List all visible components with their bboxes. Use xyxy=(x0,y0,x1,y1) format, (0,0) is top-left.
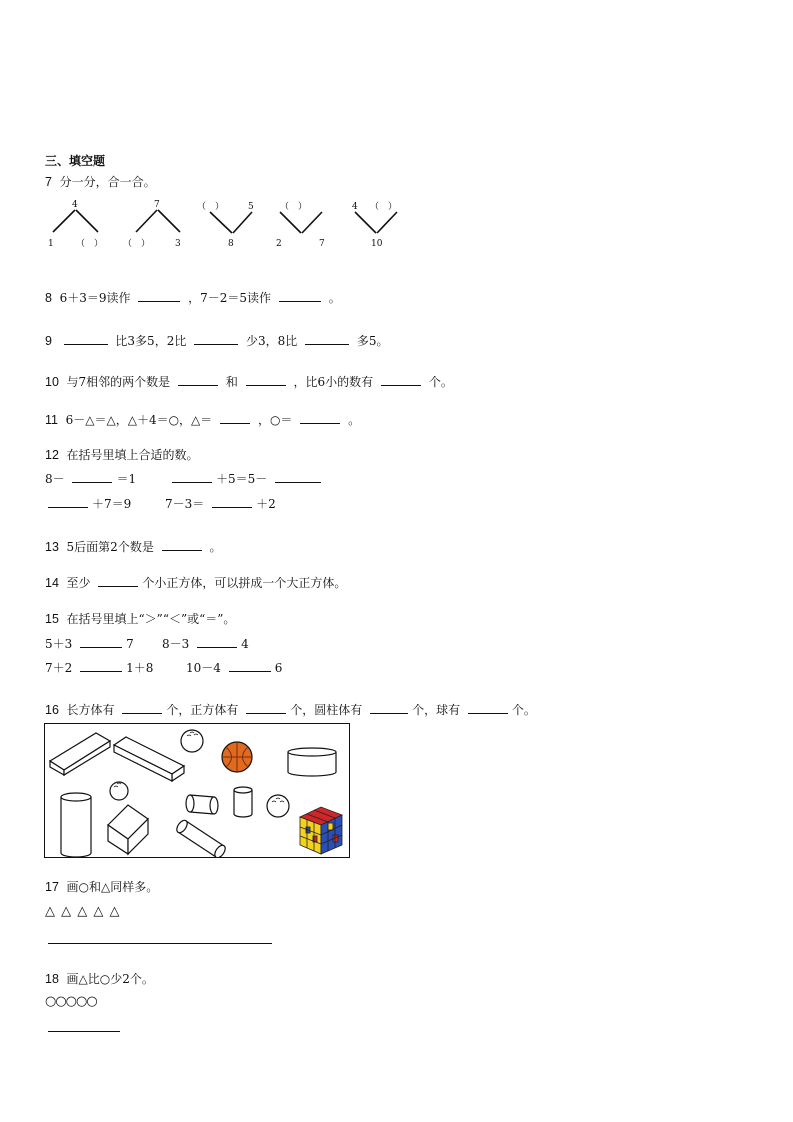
answer-blank[interactable] xyxy=(80,635,122,648)
answer-blank[interactable] xyxy=(162,538,202,551)
question-text: 个，球有 xyxy=(412,703,461,717)
q12-row-2 xyxy=(44,495,131,512)
question-11 xyxy=(45,411,360,428)
question-text: 少3，8比 xyxy=(245,334,298,348)
expr-text: 7＋2 xyxy=(45,661,73,675)
drawing-line[interactable] xyxy=(48,943,272,944)
cylinder-icon xyxy=(234,787,252,817)
tree5-top-right: （ ） xyxy=(370,202,398,212)
q15-row-2 xyxy=(45,659,153,676)
expr-text: 7－3＝ xyxy=(165,497,205,511)
tree3-top-left: （ ） xyxy=(197,202,225,212)
question-number: 13 xyxy=(45,540,59,554)
cylinder-icon xyxy=(61,793,91,857)
sphere-icon xyxy=(267,795,289,817)
question-17 xyxy=(45,878,158,895)
question-number: 10 xyxy=(45,375,59,389)
answer-blank[interactable] xyxy=(178,373,218,386)
tree4-bottom: 7 xyxy=(319,239,325,249)
answer-blank[interactable] xyxy=(220,411,250,424)
question-text: 和 xyxy=(225,375,238,389)
rubiks-cube-icon xyxy=(300,807,342,854)
question-text: 个。 xyxy=(511,703,536,717)
tree1-right: （ ） xyxy=(76,239,104,249)
expr-text: 7 xyxy=(126,637,134,651)
question-text: 个，圆柱体有 xyxy=(290,703,363,717)
expr-text: 8－ xyxy=(45,472,65,486)
sphere-icon xyxy=(110,782,128,800)
q12-row-2b xyxy=(165,495,276,512)
tree2-left: （ ） xyxy=(123,239,151,249)
answer-blank[interactable] xyxy=(64,332,108,345)
question-7 xyxy=(45,173,156,190)
drawing-line[interactable] xyxy=(48,1031,120,1032)
question-text: 多5。 xyxy=(356,334,389,348)
question-text: 。 xyxy=(328,291,341,305)
expr-text: 8－3 xyxy=(162,637,190,651)
question-text: 在括号里填上“＞”“＜”或“＝”。 xyxy=(66,612,236,626)
question-10 xyxy=(45,373,453,390)
expr-text: 10－4 xyxy=(186,661,221,675)
expr-text: ＋7＝9 xyxy=(92,497,132,511)
answer-blank[interactable] xyxy=(48,495,88,508)
expr-text: 1＋8 xyxy=(126,661,154,675)
question-12 xyxy=(45,446,199,463)
answer-blank[interactable] xyxy=(72,470,112,483)
question-number: 16 xyxy=(45,703,59,717)
answer-blank[interactable] xyxy=(246,701,286,714)
question-8 xyxy=(45,289,341,306)
answer-blank[interactable] xyxy=(305,332,349,345)
section-title: 三、填空题 xyxy=(45,154,106,168)
question-number: 9 xyxy=(45,334,52,348)
basketball-icon xyxy=(222,742,252,772)
answer-blank[interactable] xyxy=(122,701,162,714)
expr-text: ＋2 xyxy=(256,497,276,511)
number-bond-diagrams xyxy=(40,196,430,256)
answer-blank[interactable] xyxy=(212,495,252,508)
question-text: 个。 xyxy=(428,375,453,389)
question-text: 在括号里填上合适的数。 xyxy=(66,448,199,462)
question-number: 17 xyxy=(45,880,59,894)
question-text: 至少 xyxy=(66,576,91,590)
question-text: 比3多5，2比 xyxy=(115,334,187,348)
question-number: 14 xyxy=(45,576,59,590)
answer-blank[interactable] xyxy=(98,574,138,587)
answer-blank[interactable] xyxy=(80,659,122,672)
question-text: 。 xyxy=(209,540,222,554)
question-text: 分一分，合一合。 xyxy=(59,175,156,189)
answer-blank[interactable] xyxy=(229,659,271,672)
q15-row-1b xyxy=(162,635,249,652)
solids-picture xyxy=(44,723,350,858)
question-number: 12 xyxy=(45,448,59,462)
question-text: 。 xyxy=(348,413,361,427)
question-text: 画△比○少2个。 xyxy=(66,972,154,986)
expr-text: 4 xyxy=(241,637,249,651)
answer-blank[interactable] xyxy=(194,332,238,345)
question-text: 5后面第2个数是 xyxy=(66,540,154,554)
question-text: ，○＝ xyxy=(257,413,293,427)
answer-blank[interactable] xyxy=(300,411,340,424)
question-text: 与7相邻的两个数是 xyxy=(66,375,171,389)
answer-blank[interactable] xyxy=(279,289,321,302)
tree2-right: 3 xyxy=(175,239,181,249)
question-text: 长方体有 xyxy=(66,703,115,717)
expr-text: ＋5＝5－ xyxy=(216,472,268,486)
expr-text: 6 xyxy=(274,661,283,675)
question-text: 6＋3＝9读作 xyxy=(59,291,131,305)
question-18 xyxy=(45,970,154,987)
answer-blank[interactable] xyxy=(138,289,180,302)
question-number: 8 xyxy=(45,291,52,305)
answer-blank[interactable] xyxy=(275,470,321,483)
question-text: 6－△＝△，△＋4＝○，△＝ xyxy=(65,413,213,427)
q12-row-1 xyxy=(45,470,136,487)
question-text: ，7－2＝5读作 xyxy=(188,291,272,305)
tree3-bottom: 8 xyxy=(228,239,234,249)
triangle-row: △ △ △ △ △ xyxy=(45,904,121,919)
question-15 xyxy=(45,610,235,627)
question-text: 个小正方体，可以拼成一个大正方体。 xyxy=(142,576,347,590)
question-9 xyxy=(45,332,389,349)
q15-row-2b xyxy=(186,659,282,676)
tree4-bottom-left: 2 xyxy=(276,239,282,249)
question-text: 画○和△同样多。 xyxy=(66,880,159,894)
question-text: 个，正方体有 xyxy=(166,703,239,717)
answer-blank[interactable] xyxy=(370,701,408,714)
answer-blank[interactable] xyxy=(468,701,508,714)
q12-row-1b xyxy=(168,470,325,487)
cylinder-icon xyxy=(186,795,218,814)
answer-blank[interactable] xyxy=(197,635,237,648)
question-text: ，比6小的数有 xyxy=(293,375,374,389)
question-number: 15 xyxy=(45,612,59,626)
question-16 xyxy=(45,701,536,718)
question-number: 7 xyxy=(45,175,52,189)
tree1-left: 1 xyxy=(48,239,54,249)
question-number: 18 xyxy=(45,972,59,986)
expr-text: 5＋3 xyxy=(45,637,73,651)
q15-row-1 xyxy=(45,635,134,652)
circle-row: ○○○○○ xyxy=(45,994,97,1009)
answer-blank[interactable] xyxy=(172,470,212,483)
tree3-top-right: 5 xyxy=(248,202,254,212)
question-number: 11 xyxy=(45,413,58,427)
tree2-top: 7 xyxy=(154,200,160,210)
expr-text: ＝1 xyxy=(116,472,137,486)
tree4-top-left: （ ） xyxy=(280,202,308,212)
cylinder-icon xyxy=(288,748,336,776)
tree1-top: 4 xyxy=(72,200,78,210)
answer-blank[interactable] xyxy=(246,373,286,386)
tree5-top-left: 4 xyxy=(352,202,358,212)
tree5-bottom: 10 xyxy=(371,239,383,249)
sphere-icon xyxy=(181,730,203,752)
question-14 xyxy=(45,574,346,591)
question-13 xyxy=(45,538,222,555)
answer-blank[interactable] xyxy=(381,373,421,386)
